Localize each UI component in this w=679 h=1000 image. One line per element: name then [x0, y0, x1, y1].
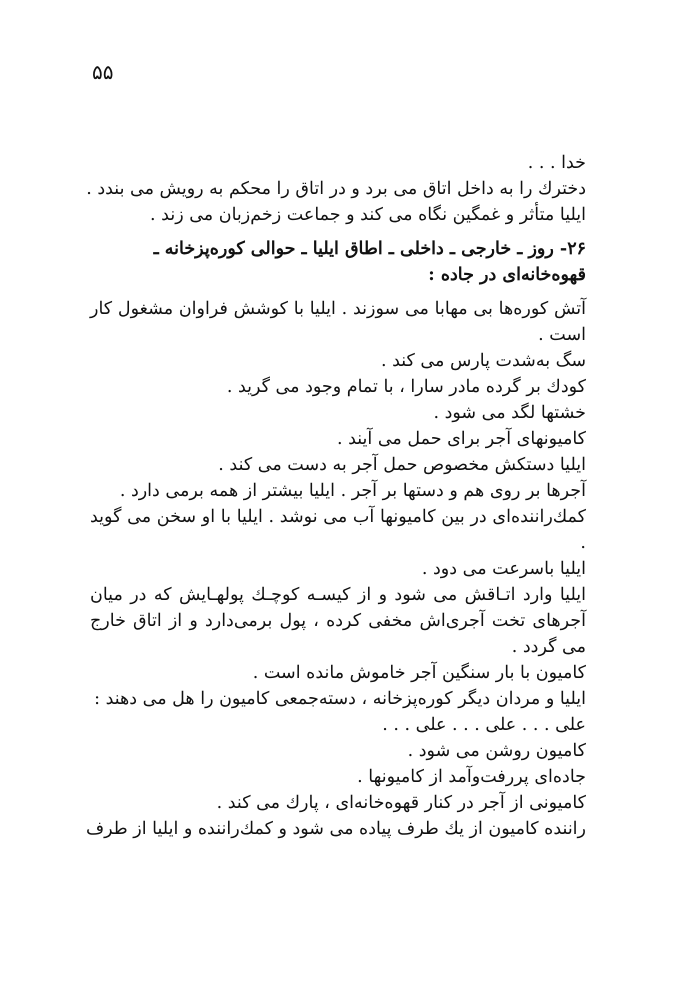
text-line: ايليا و مردان ديگر كوره‌پزخانه ، دسته‌جمعى كاميون را هل مى دهند : [94, 689, 586, 709]
text-line: آجرها بر روى هم و دستها بر آجر . ايليا بيشتر از همه برمى دارد . [119, 481, 586, 501]
text-line: سگ به‌شدت پارس مى كند . [380, 351, 586, 371]
dialogue-line: على . . . على . . . على . . . [382, 715, 586, 735]
text-line: راننده كاميون از يك طرف پياده مى شود و كمك‌راننده و ايليا از طرف [86, 819, 586, 839]
text-line: كاميونهاى آجر براى حمل مى آيند . [336, 429, 586, 449]
text-paragraph: آتش كوره‌ها بى مهابا مى سوزند . ايليا با كوشش فراوان مشغول كار است . [90, 299, 586, 345]
text-line: كاميون با بار سنگين آجر خاموش مانده است . [252, 663, 586, 683]
text-line: جاده‌اى پررفت‌وآمد از كاميونها . [357, 767, 586, 787]
scene-heading: ۲۶- روز ـ خارجى ـ داخلى ـ اطاق ايليا ـ حوالى كوره‌پزخانه ـ قهوه‌خانه‌اى در جاده : [153, 239, 586, 285]
document-body [86, 150, 586, 842]
text-line: خشتها لگد مى شود . [433, 403, 586, 423]
page-number: ۵۵ [92, 60, 114, 84]
text-line: كاميون روشن مى شود . [407, 741, 586, 761]
text-line: ايليا دستكش مخصوص حمل آجر به دست مى كند . [218, 455, 586, 475]
text-line: ايليا باسرعت مى دود . [421, 559, 586, 579]
text-paragraph: ايليا وارد اتـاقش مى شود و از كيسـه كوچـك پولهـايش كه در ميان آجرهاى تخت آجرى‌اش مخفى كرده ، پول برمى‌دارد و از اتاق خارج مى گردد . [90, 585, 586, 657]
text-line: دخترك را به داخل اتاق مى برد و در اتاق را محكم به رويش مى بندد . [86, 179, 586, 199]
text-paragraph: كمك‌راننده‌اى در بين كاميونها آب مى نوشد . ايليا با او سخن مى گويد . [90, 507, 586, 553]
text-line: كودك بر گرده مادر سارا ، با تمام وجود مى گريد . [226, 377, 586, 397]
text-line: كاميونى از آجر در كنار قهوه‌خانه‌اى ، پارك مى كند . [216, 793, 586, 813]
text-line: ايليا متأثر و غمگين نگاه مى كند و جماعت زخم‌زبان مى زند . [150, 205, 586, 225]
dialogue-line: خدا . . . [527, 153, 586, 173]
